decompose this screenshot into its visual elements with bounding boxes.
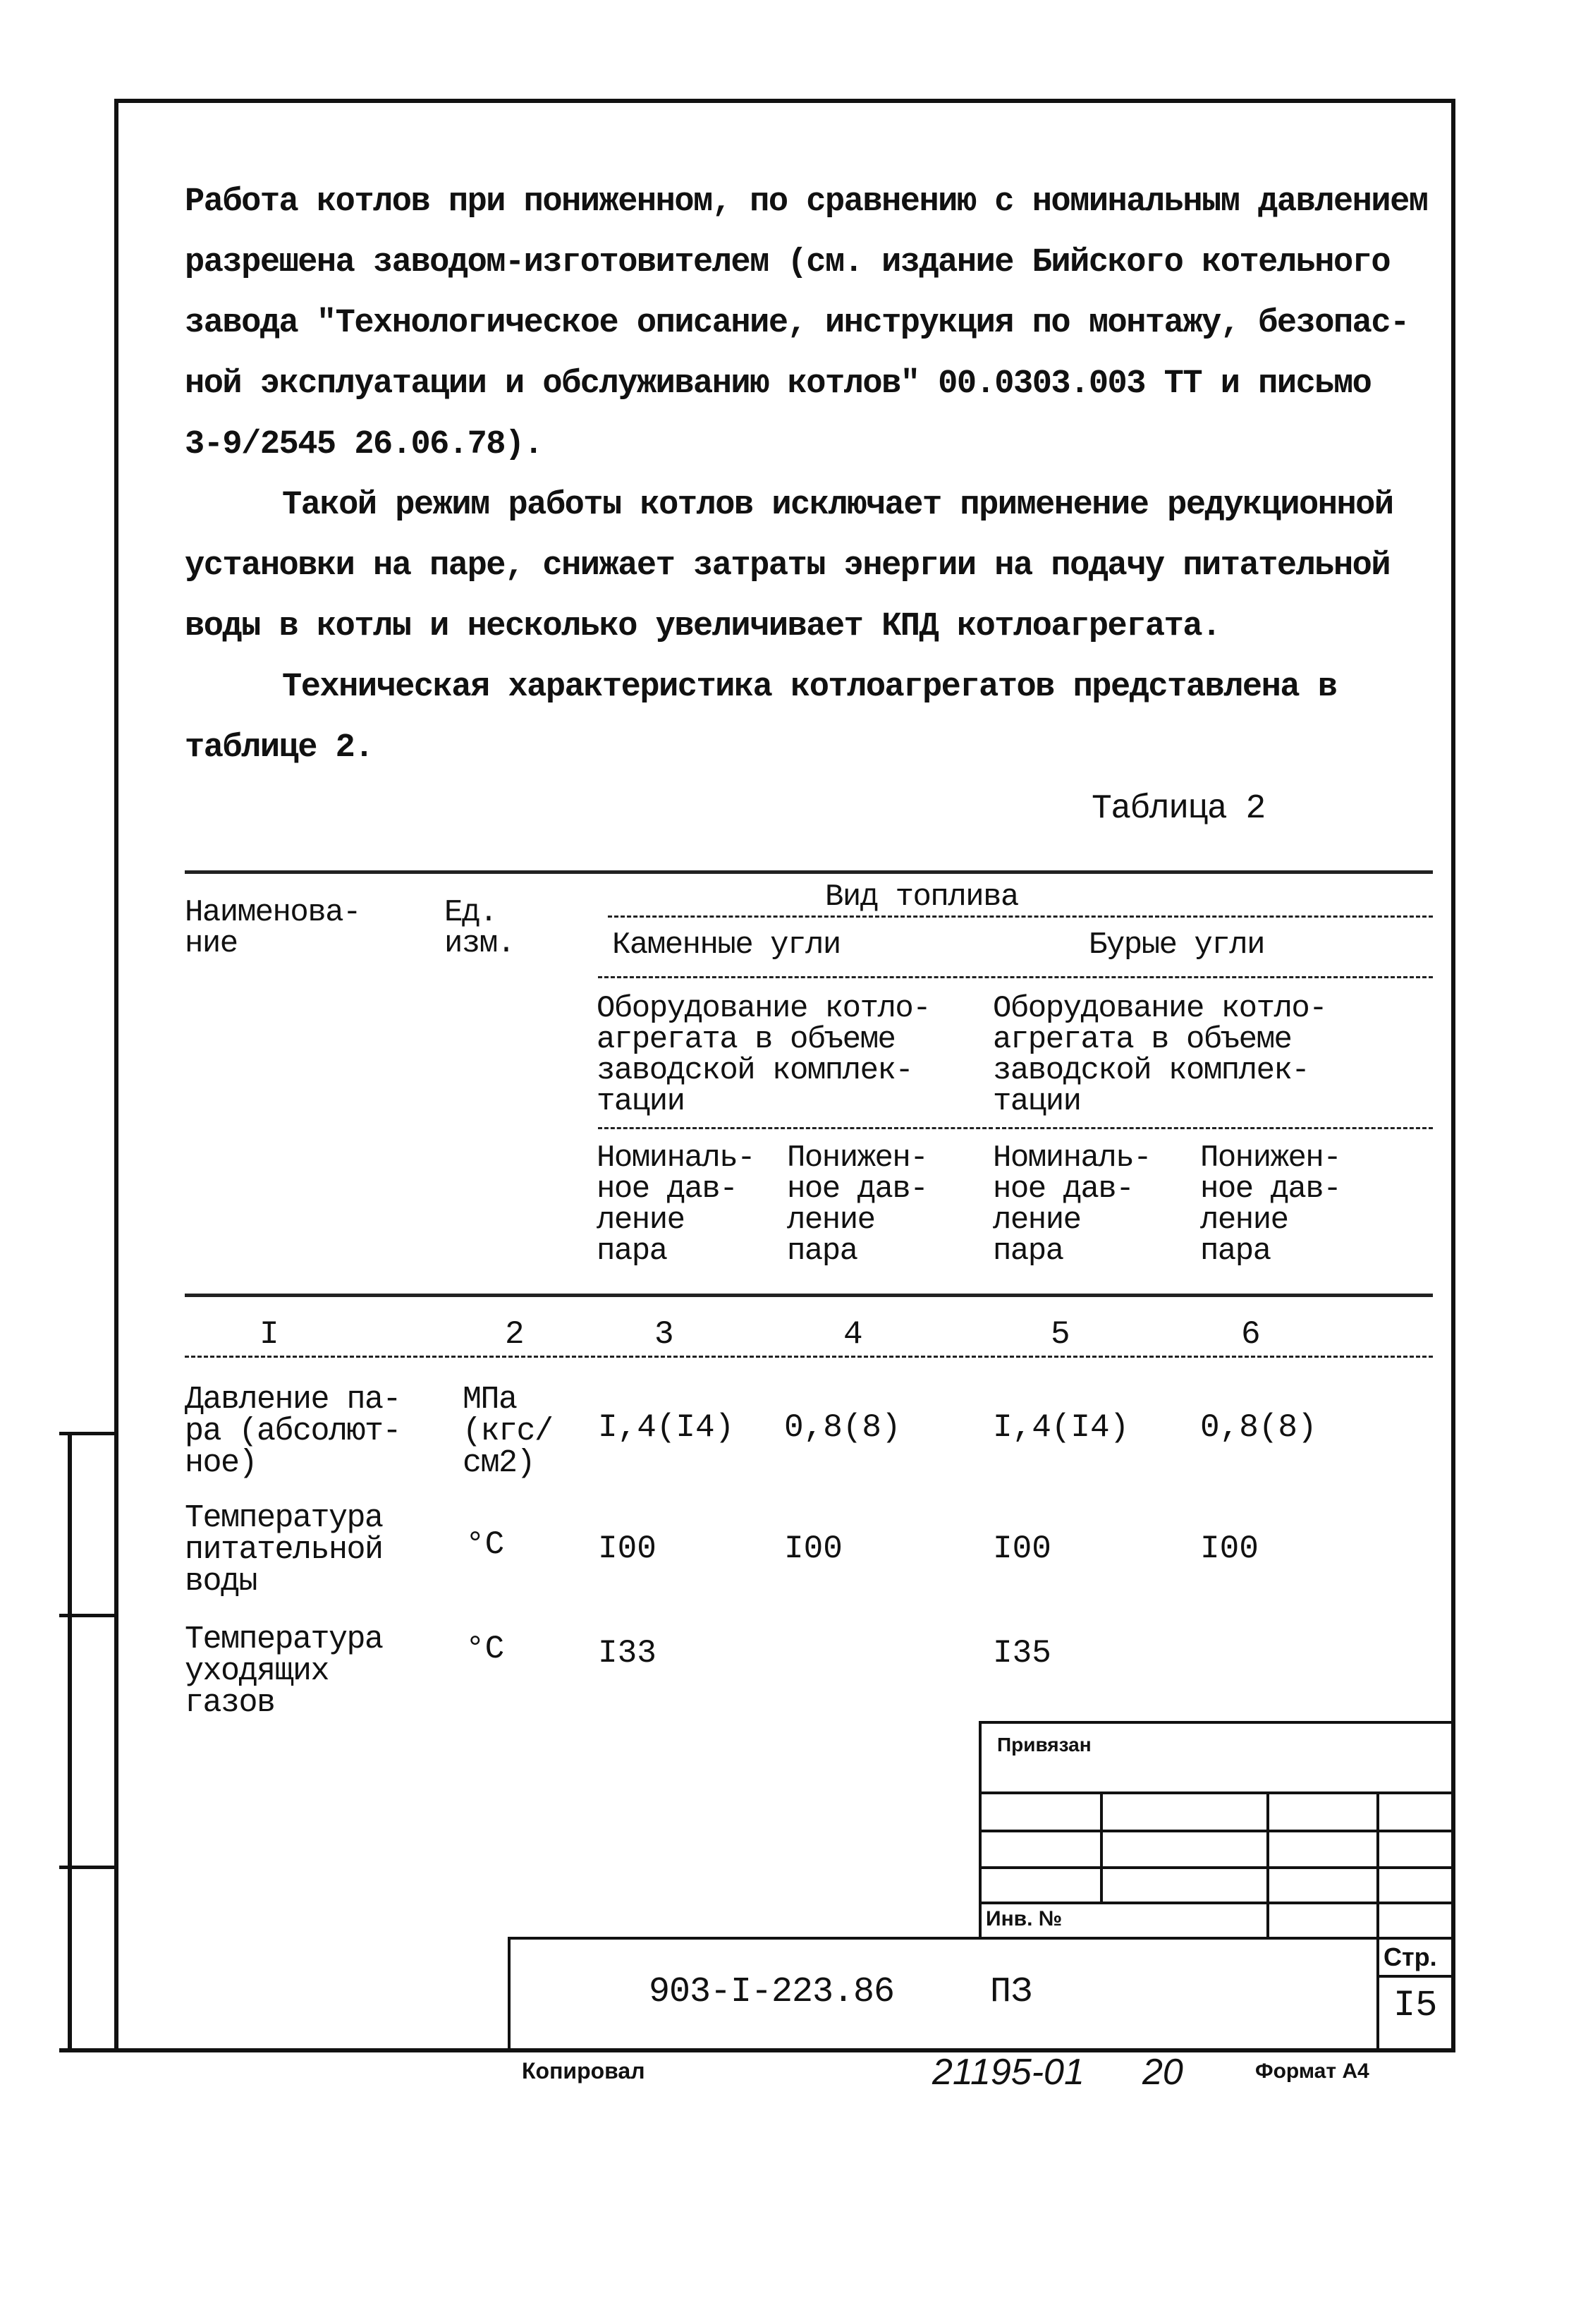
p2-line-1: Такой режим работы котлов исключает применение редукционной [282,487,1393,524]
col-num-4: 4 [843,1316,863,1353]
paragraph-3 [185,657,1440,779]
stamp-col-2 [1266,1791,1269,1940]
stamp-main-left [508,1937,511,2051]
header-reduced-1: Понижен- ное дав- ление пара [787,1140,928,1269]
paragraph-1 [185,172,1440,475]
row2-unit: °С [465,1526,505,1563]
header-equip-hard: Оборудование котло- агрегата в объеме заводской комплек- тации [597,991,931,1119]
coal-type-rule [598,976,1433,978]
table-top-rule [185,870,1433,874]
column-numbers-rule [185,1356,1433,1358]
stamp-row-line-3 [979,1866,1455,1869]
stamp-section: ПЗ [990,1972,1033,2012]
footer-format: Формат А4 [1255,2060,1369,2083]
row3-unit: °С [465,1631,505,1667]
header-fuel-type: Вид топлива [825,880,1018,915]
stamp-row-line-2 [979,1830,1455,1832]
paragraph-2 [185,475,1440,657]
p1-line-5: 3-9/2545 26.06.78). [185,426,543,463]
footer-copied: Копировал [522,2058,645,2083]
stamp-row-line-1 [979,1791,1455,1794]
footer-sheet: 20 [1142,2052,1183,2093]
table-caption: Таблица 2 [1092,790,1265,828]
stamp-tied-label: Привязан [997,1734,1092,1756]
col-num-6: 6 [1241,1316,1261,1353]
header-name: Наименова- ние [185,895,361,961]
row1-unit: МПа (кгс/ см2) [463,1382,553,1481]
row3-name: Температура уходящих газов [185,1622,383,1721]
row1-name: Давление па- ра (абсолют- ное) [185,1382,401,1481]
equip-rule-left [598,1127,993,1129]
row1-c5: I,4(I4) [993,1409,1130,1446]
p1-line-2: разрешена заводом-изготовителем (см. издание Бийского котельного [185,244,1391,281]
stamp-row-line-4 [979,1902,1455,1904]
p2-line-3: воды в котлы и несколько увеличивает КПД котлоагрегата. [185,608,1221,645]
row2-c4: I00 [784,1531,843,1567]
stamp-upper-top [979,1721,1455,1724]
row2-c5: I00 [993,1531,1051,1567]
row1-c4: 0,8(8) [784,1409,901,1446]
header-bottom-rule [185,1294,1433,1297]
col-num-5: 5 [1051,1316,1070,1353]
col-num-3: 3 [654,1316,674,1353]
stamp-page-number: I5 [1393,1985,1438,2026]
stamp-page-divider [1376,1975,1455,1978]
binding-strip-h2 [59,1614,118,1617]
stamp-col-3 [1376,1791,1379,2048]
header-equip-brown: Оборудование котло- агрегата в объеме заводской комплек- тации [993,991,1327,1119]
stamp-page-label: Стр. [1384,1942,1437,1971]
header-unit: Ед. изм. [444,895,515,961]
frame-top [114,99,1455,103]
p1-line-4: ной эксплуатации и обслуживанию котлов" 00.0303.003 ТТ и письмо [185,365,1372,403]
row2-c3: I00 [598,1531,656,1567]
p1-line-1: Работа котлов при пониженном, по сравнению с номинальным давлением [185,183,1428,221]
frame-left [114,99,118,2052]
row2-name: Температура питательной воды [185,1500,383,1600]
equip-rule-right [996,1127,1433,1129]
col-num-1: I [259,1316,279,1353]
binding-strip-h3 [59,1866,118,1869]
stamp-doc-code: 903-I-223.86 [649,1972,895,2012]
row3-c5: I35 [993,1635,1051,1672]
header-hard-coal: Каменные угли [612,927,841,963]
stamp-main-top [508,1937,1455,1940]
p2-line-2: установки на паре, снижает затраты энергии на подачу питательной [185,547,1391,585]
frame-right [1451,99,1455,2052]
header-reduced-2: Понижен- ное дав- ление пара [1200,1140,1341,1269]
binding-strip-h1 [59,1432,118,1435]
p3-line-2: таблице 2. [185,729,374,767]
binding-strip-left [68,1432,72,2052]
p3-line-1: Техническая характеристика котлоагрегатов представлена в [282,669,1337,706]
header-brown-coal: Бурые угли [1089,927,1265,963]
row1-c6: 0,8(8) [1200,1409,1317,1446]
fuel-type-rule [608,915,1433,918]
row2-c6: I00 [1200,1531,1259,1567]
col-num-2: 2 [505,1316,525,1353]
row1-c3: I,4(I4) [598,1409,735,1446]
header-nominal-2: Номиналь- ное дав- ление пара [993,1140,1152,1269]
stamp-col-1 [1100,1791,1103,1902]
stamp-inv-label: Инв. № [986,1907,1063,1930]
frame-bottom [59,2048,1455,2052]
header-nominal-1: Номиналь- ное дав- ление пара [597,1140,755,1269]
row3-c3: I33 [598,1635,656,1672]
footer-order-no: 21195-01 [932,2052,1085,2093]
p1-line-3: завода "Технологическое описание, инструкция по монтажу, безопас- [185,305,1409,342]
